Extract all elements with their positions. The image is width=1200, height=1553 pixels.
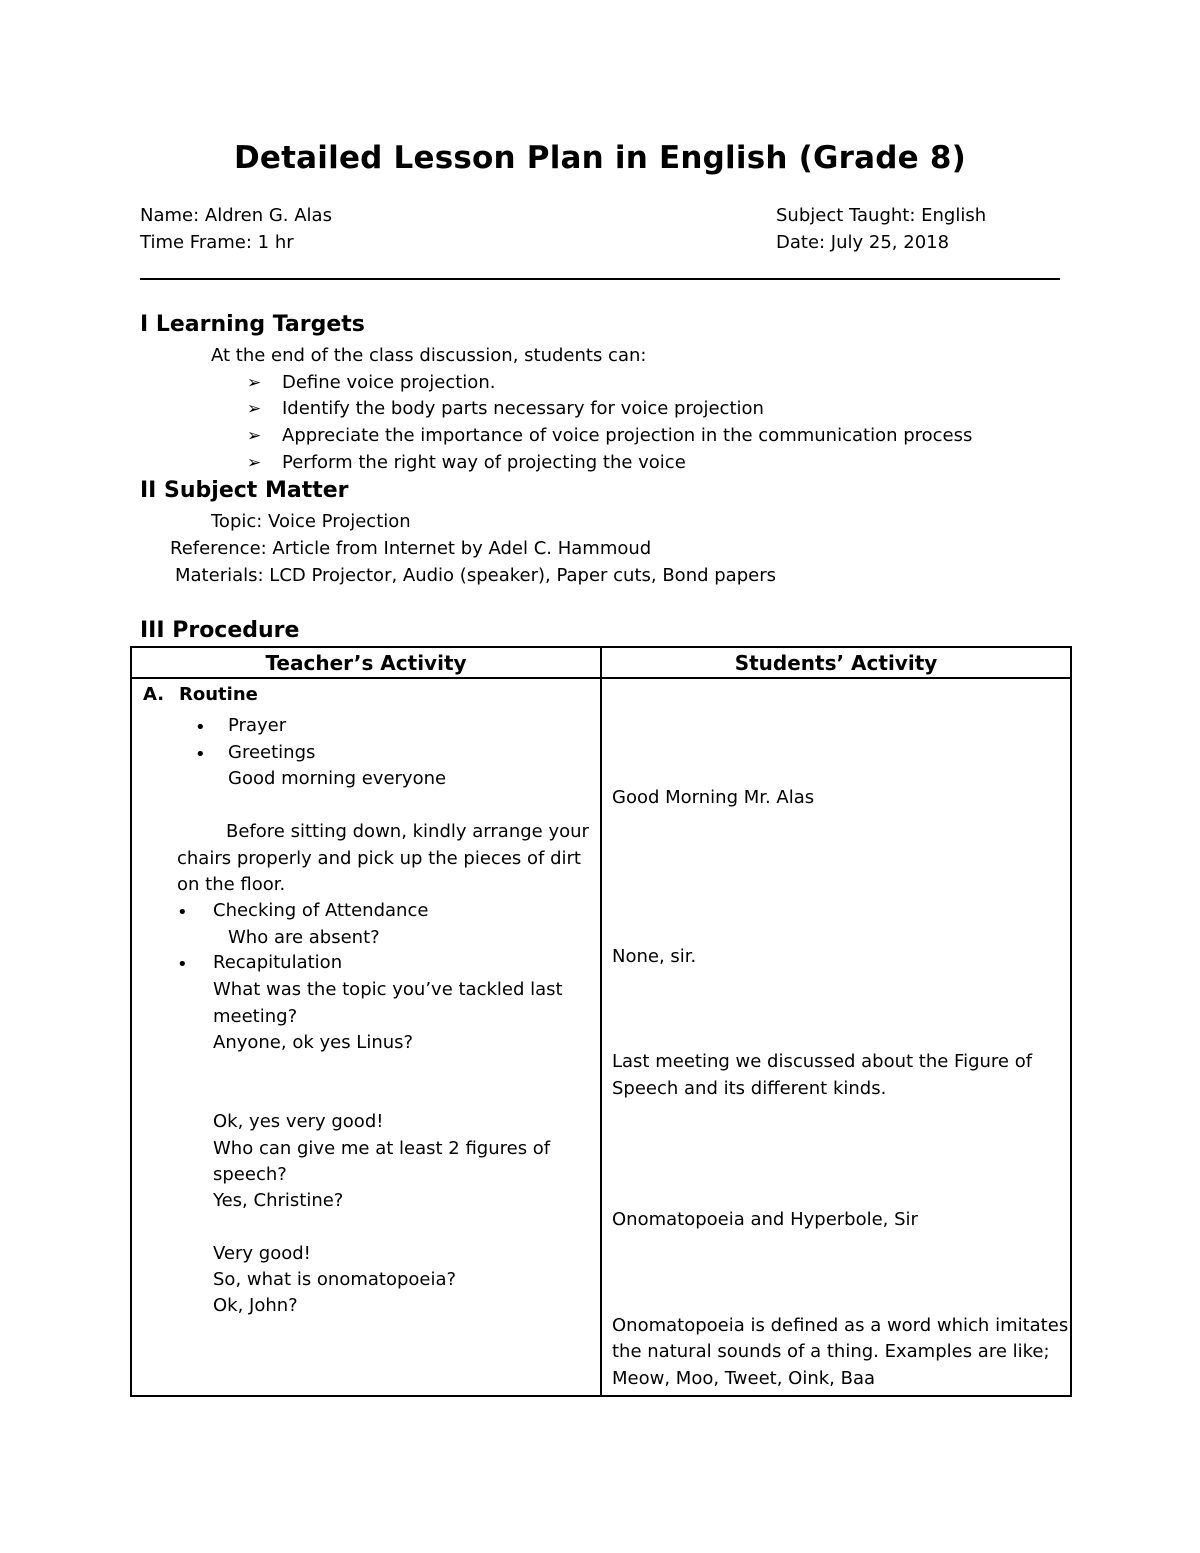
header-divider <box>140 278 1060 280</box>
teacher-activity-header: Teacher’s Activity <box>131 647 601 678</box>
target-item: Identify the body parts necessary for voice projection <box>282 398 764 419</box>
routine-recapitulation: Recapitulation <box>213 952 343 973</box>
routine-prayer: Prayer <box>228 715 287 736</box>
bullet-icon: • <box>195 744 206 765</box>
target-item: Appreciate the importance of voice projection in the communication process <box>282 425 973 446</box>
teacher-line: Ok, John? <box>213 1295 298 1316</box>
routine-greetings: Greetings <box>228 742 316 763</box>
lesson-date: Date: July 25, 2018 <box>776 232 950 253</box>
teacher-line: Yes, Christine? <box>213 1190 344 1211</box>
student-line: the natural sounds of a thing. Examples are like; <box>612 1341 1050 1362</box>
subject-topic: Topic: Voice Projection <box>211 511 411 532</box>
teacher-line: speech? <box>213 1164 287 1185</box>
teacher-line: So, what is onomatopoeia? <box>213 1269 457 1290</box>
bullet-icon: • <box>177 902 188 923</box>
section-title: Routine <box>179 684 258 705</box>
student-line: Good Morning Mr. Alas <box>612 787 815 808</box>
teacher-line: chairs properly and pick up the pieces of dirt <box>177 848 581 869</box>
time-frame: Time Frame: 1 hr <box>140 232 294 253</box>
table-header-row <box>131 647 1071 678</box>
teacher-line: What was the topic you’ve tackled last <box>213 979 563 1000</box>
subject-matter-heading: II Subject Matter <box>140 478 349 503</box>
students-activity-header: Students’ Activity <box>601 647 1071 678</box>
teacher-line: Who can give me at least 2 figures of <box>213 1138 551 1159</box>
students-activity-cell <box>601 678 1071 1396</box>
learning-targets-intro: At the end of the class discussion, students can: <box>211 345 647 366</box>
target-item: Perform the right way of projecting the voice <box>282 452 686 473</box>
procedure-heading: III Procedure <box>140 618 300 643</box>
arrow-bullet-icon: ➢ <box>247 373 262 393</box>
teacher-line: on the floor. <box>177 874 286 895</box>
teacher-line: meeting? <box>213 1006 298 1027</box>
teacher-line: Anyone, ok yes Linus? <box>213 1032 414 1053</box>
arrow-bullet-icon: ➢ <box>247 399 262 419</box>
student-line: Onomatopoeia and Hyperbole, Sir <box>612 1209 918 1230</box>
bullet-icon: • <box>195 717 206 738</box>
document-title: Detailed Lesson Plan in English (Grade 8) <box>234 140 966 176</box>
target-item: Define voice projection. <box>282 372 496 393</box>
routine-attendance: Checking of Attendance <box>213 900 429 921</box>
student-line: Last meeting we discussed about the Figure of <box>612 1051 1033 1072</box>
teacher-line: Ok, yes very good! <box>213 1111 384 1132</box>
teacher-name: Name: Aldren G. Alas <box>140 205 332 226</box>
learning-targets-heading: I Learning Targets <box>140 312 365 337</box>
table-row <box>131 678 1071 1396</box>
arrow-bullet-icon: ➢ <box>247 426 262 446</box>
student-line: Onomatopoeia is defined as a word which imitates <box>612 1315 1069 1336</box>
teacher-line: Who are absent? <box>228 927 380 948</box>
teacher-line: Good morning everyone <box>228 768 447 789</box>
student-line: Meow, Moo, Tweet, Oink, Baa <box>612 1368 876 1389</box>
teacher-line: Before sitting down, kindly arrange your <box>226 821 589 842</box>
procedure-table <box>130 646 1072 1397</box>
subject-materials: Materials: LCD Projector, Audio (speaker), Paper cuts, Bond papers <box>175 565 776 586</box>
arrow-bullet-icon: ➢ <box>247 453 262 473</box>
student-line: Speech and its different kinds. <box>612 1078 887 1099</box>
teacher-line: Very good! <box>213 1243 311 1264</box>
bullet-icon: • <box>177 954 188 975</box>
student-line: None, sir. <box>612 946 697 967</box>
subject-reference: Reference: Article from Internet by Adel C. Hammoud <box>170 538 652 559</box>
teacher-activity-cell <box>131 678 601 1396</box>
section-letter: A. <box>143 684 165 705</box>
subject-taught: Subject Taught: English <box>776 205 987 226</box>
